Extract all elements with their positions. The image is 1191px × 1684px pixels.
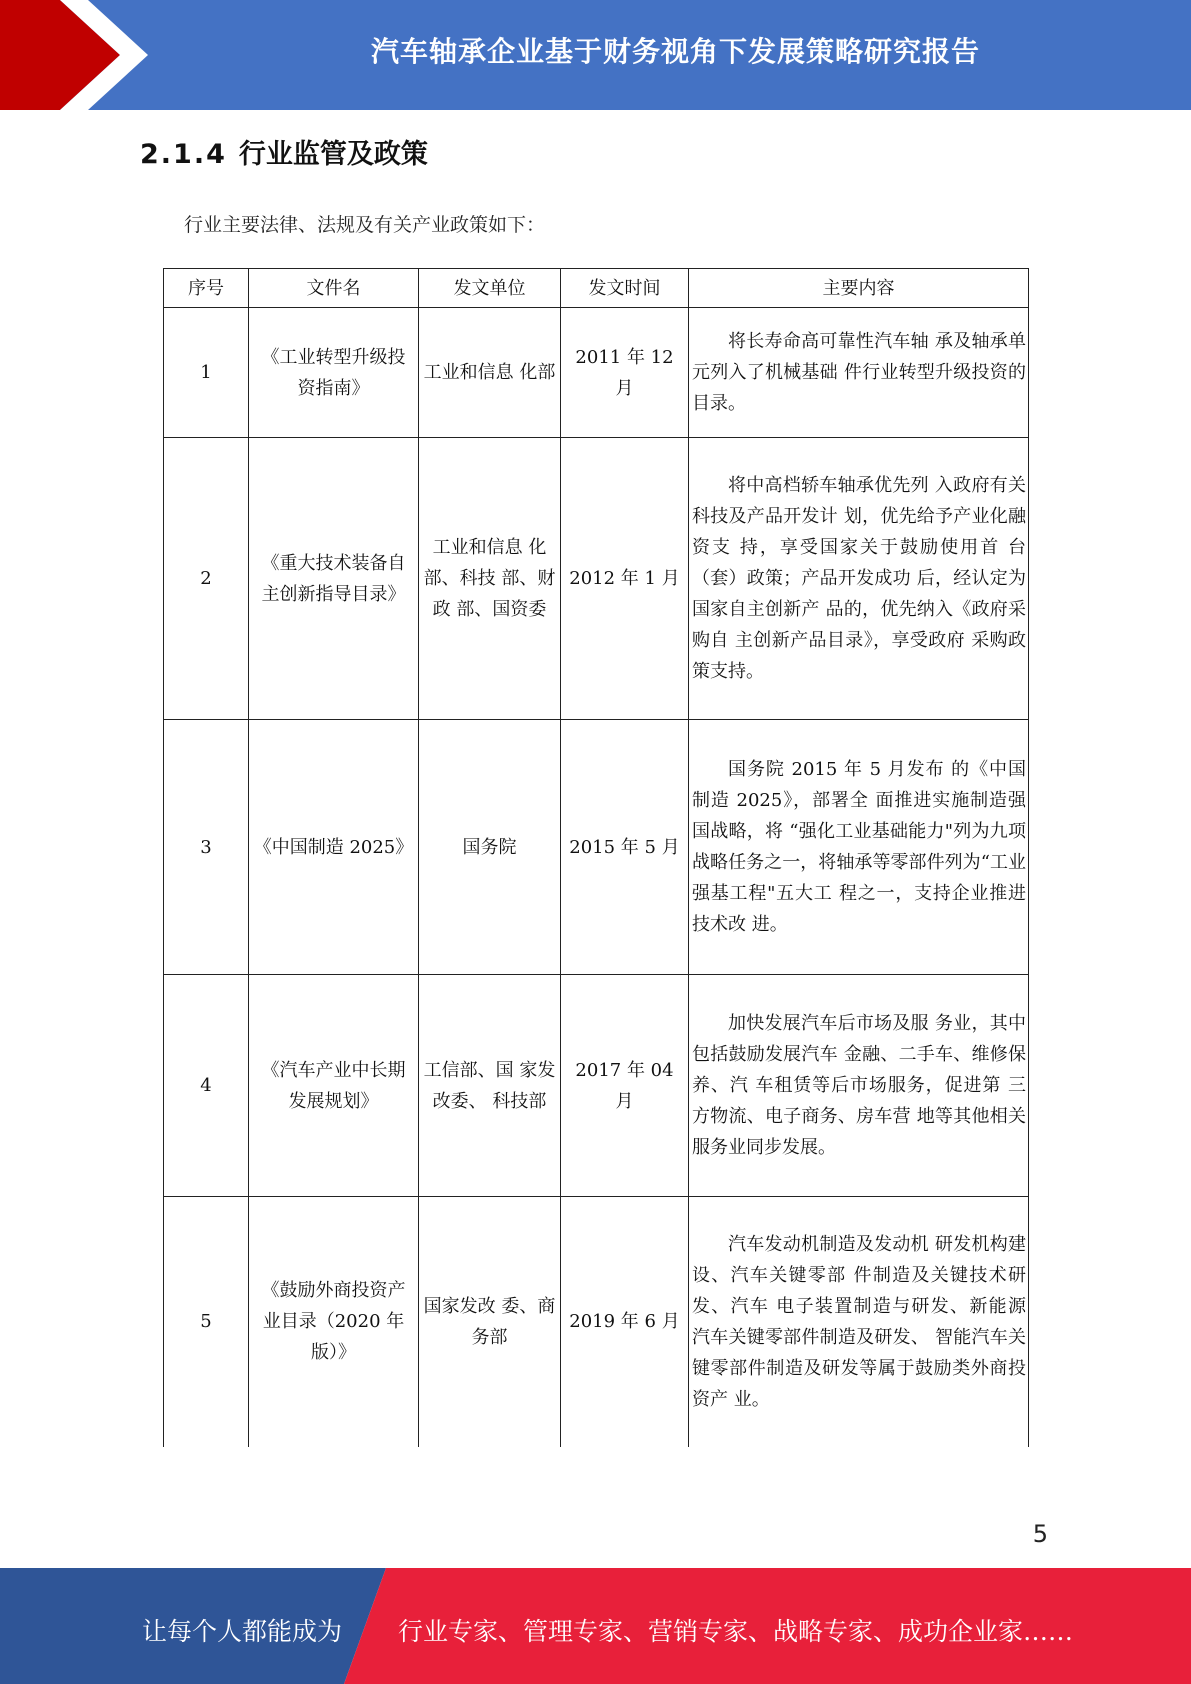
main-content-text: 汽车发动机制造及发动机 研发机构建设、汽车关键零部 件制造及关键技术研发、汽车 电子装置制造与研发、新能源 汽车关键零部件制造及研发、 智能汽车关键零部件制造及研发等属于鼓励类外商投资产 业。: [692, 1233, 1026, 1410]
issuing-unit: 国家发改 委、商务部: [419, 1197, 561, 1447]
main-content: [689, 720, 1029, 975]
main-content: [689, 308, 1029, 438]
table-row: [164, 438, 1029, 720]
report-title: 汽车轴承企业基于财务视角下发展策略研究报告: [370, 35, 980, 68]
row-number: 5: [164, 1197, 249, 1447]
document-name: 《汽车产业中长期发展规划》: [249, 975, 419, 1197]
document-name: 《工业转型升级投资指南》: [249, 308, 419, 438]
main-content: [689, 975, 1029, 1197]
document-name: 《中国制造 2025》: [249, 720, 419, 975]
issue-date: 2011 年 12 月: [561, 308, 689, 438]
issue-date: 2017 年 04 月: [561, 975, 689, 1197]
column-header-no: 序号: [164, 269, 249, 308]
row-number: 4: [164, 975, 249, 1197]
column-header-content: 主要内容: [689, 269, 1029, 308]
issue-date: 2012 年 1 月: [561, 438, 689, 720]
section-number: 2.1.4: [140, 139, 227, 170]
table-row: [164, 308, 1029, 438]
document-name: 《重大技术装备自主创新指导目录》: [249, 438, 419, 720]
issue-date: 2015 年 5 月: [561, 720, 689, 975]
page-footer: [0, 1568, 1191, 1684]
column-header-issuer: 发文单位: [419, 269, 561, 308]
table-row: [164, 720, 1029, 975]
main-content-text: 将长寿命高可靠性汽车轴 承及轴承单元列入了机械基础 件行业转型升级投资的目录。: [692, 331, 1026, 414]
table-header-row: [164, 269, 1029, 308]
policy-table: [163, 268, 1029, 1447]
row-number: 2: [164, 438, 249, 720]
intro-paragraph: 行业主要法律、法规及有关产业政策如下：: [184, 214, 546, 236]
main-content-text: 国务院 2015 年 5 月发布 的《中国制造 2025》，部署全 面推进实施制造强国战略，将 “强化工业基础能力"列为九项 战略任务之一，将轴承等零部件列为“工业强基工程"五大工 程之一，支持企业推进技术改 进。: [692, 759, 1026, 935]
row-number: 3: [164, 720, 249, 975]
section-heading: [140, 132, 428, 171]
footer-slogan-left: 让每个人都能成为: [142, 1617, 343, 1646]
footer-slogan-right: 行业专家、管理专家、营销专家、战略专家、成功企业家……: [398, 1617, 1074, 1646]
issuing-unit: 工信部、国 家发改委、 科技部: [419, 975, 561, 1197]
section-title: 行业监管及政策: [238, 139, 428, 170]
document-name: 《鼓励外商投资产业目录（2020 年版）》: [249, 1197, 419, 1447]
main-content-text: 将中高档轿车轴承优先列 入政府有关科技及产品开发计 划，优先给予产业化融资支 持，享受国家关于鼓励使用首 台（套）政策；产品开发成功 后，经认定为国家自主创新产 品的，优先纳入《政府采购自 主创新产品目录》，享受政府 采购政策支持。: [692, 475, 1026, 682]
page-header: [0, 0, 1191, 110]
issuing-unit: 工业和信息 化部、科技 部、财政 部、国资委: [419, 438, 561, 720]
row-number: 1: [164, 308, 249, 438]
header-arrow-graphic: [0, 0, 160, 110]
issue-date: 2019 年 6 月: [561, 1197, 689, 1447]
column-header-date: 发文时间: [561, 269, 689, 308]
table-row: [164, 975, 1029, 1197]
issuing-unit: 国务院: [419, 720, 561, 975]
main-content: [689, 1197, 1029, 1447]
main-content-text: 加快发展汽车后市场及服 务业，其中包括鼓励发展汽车 金融、二手车、维修保养、汽 车租赁等后市场服务，促进第 三方物流、电子商务、房车营 地等其他相关服务业同步发展。: [692, 1013, 1026, 1158]
page-number: 5: [1032, 1520, 1048, 1548]
column-header-name: 文件名: [249, 269, 419, 308]
main-content: [689, 438, 1029, 720]
issuing-unit: 工业和信息 化部: [419, 308, 561, 438]
table-row: [164, 1197, 1029, 1447]
